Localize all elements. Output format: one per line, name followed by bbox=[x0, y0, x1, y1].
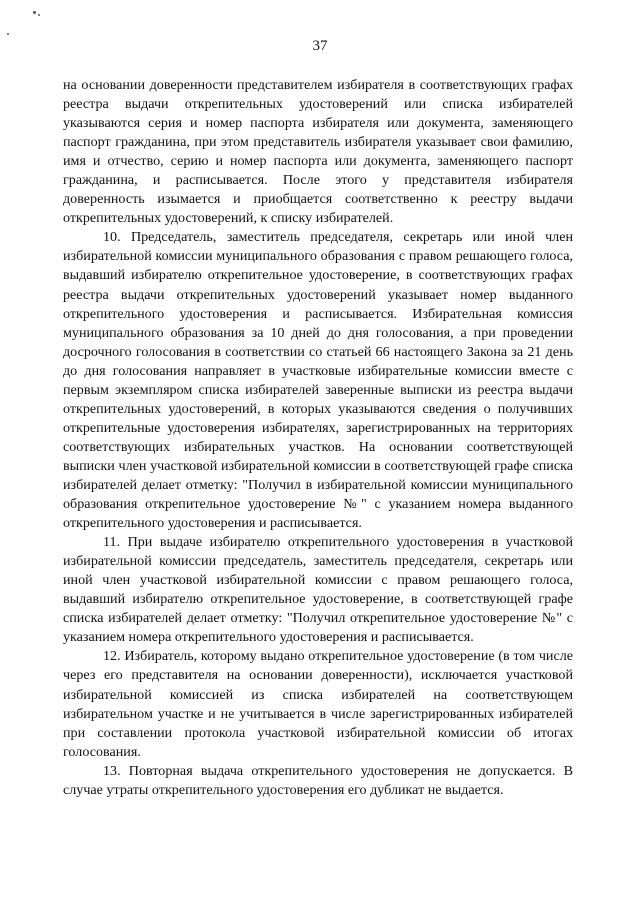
paragraph-item-11: 11. При выдаче избирателю открепительного удостоверения в участковой избирательной комиссии председатель, заместитель председателя, секретарь или иной член участковой избирательной комиссии с правом решающего голоса, выдавший избирателю открепительное удостоверение, в соответствующей графе списка избирателей делает отметку: "Получил открепительное удостоверение №" с указанием номера открепительного удостоверения и расписывается. bbox=[63, 534, 573, 646]
scan-speck bbox=[38, 14, 40, 16]
paragraph-item-10: 10. Председатель, заместитель председателя, секретарь или иной член избирательной комиссии муниципального образования с правом решающего голоса, выдавший избирателю открепительное удостоверение, в соответствующих графах реестра выдачи открепительных удостоверений указывает номер выданного открепительного удостоверения и расписывается. Избирательная комиссия муниципального образования за 10 дней до дня голосования, а при проведении досрочного голосования в соответствии со статьей 66 настоящего Закона за 21 день до дня голосования направляет в участковые избирательные комиссии вместе с первым экземпляром списка избирателей заверенные выписки из реестра выдачи открепительных удостоверений, в которых указываются сведения о получивших открепительные удостоверения избирателях, зарегистрированных на территориях соответствующих избирательных участков. На основании соответствующей выписки член участковой избирательной комиссии в соответствующей графе списка избирателей делает отметку: "Получил в избирательной комиссии муниципального образования открепительное удостоверение №" с указанием номера выданного открепительного удостоверения и расписывается. bbox=[63, 229, 573, 532]
paragraph-item-12: 12. Избиратель, которому выдано открепительное удостоверение (в том числе через его представителя на основании доверенности), исключается участковой избирательной комиссией из списка избирателей на соответствующем избирательном участке и не учитывается в числе зарегистрированных избирателей при составлении протокола участковой избирательной комиссии об итогах голосования. bbox=[63, 648, 573, 760]
document-body bbox=[63, 76, 573, 800]
scan-speck bbox=[33, 11, 36, 14]
paragraph-continuation: на основании доверенности представителем избирателя в соответствующих графах реестра выдачи открепительных удостоверений или списка избирателей указываются серия и номер паспорта избирателя или документа, заменяющего паспорт гражданина, при этом представитель избирателя указывает свои фамилию, имя и отчество, серию и номер паспорта или документа, заменяющего паспорт гражданина, и расписывается. После этого у представителя избирателя доверенность изымается и приобщается соответственно к реестру выдачи открепительных удостоверений, к списку избирателей. bbox=[63, 77, 573, 227]
page-number: 37 bbox=[312, 38, 328, 54]
scan-speck bbox=[7, 33, 9, 35]
paragraph-item-13: 13. Повторная выдача открепительного удостоверения не допускается. В случае утраты открепительного удостоверения его дубликат не выдается. bbox=[63, 762, 573, 798]
